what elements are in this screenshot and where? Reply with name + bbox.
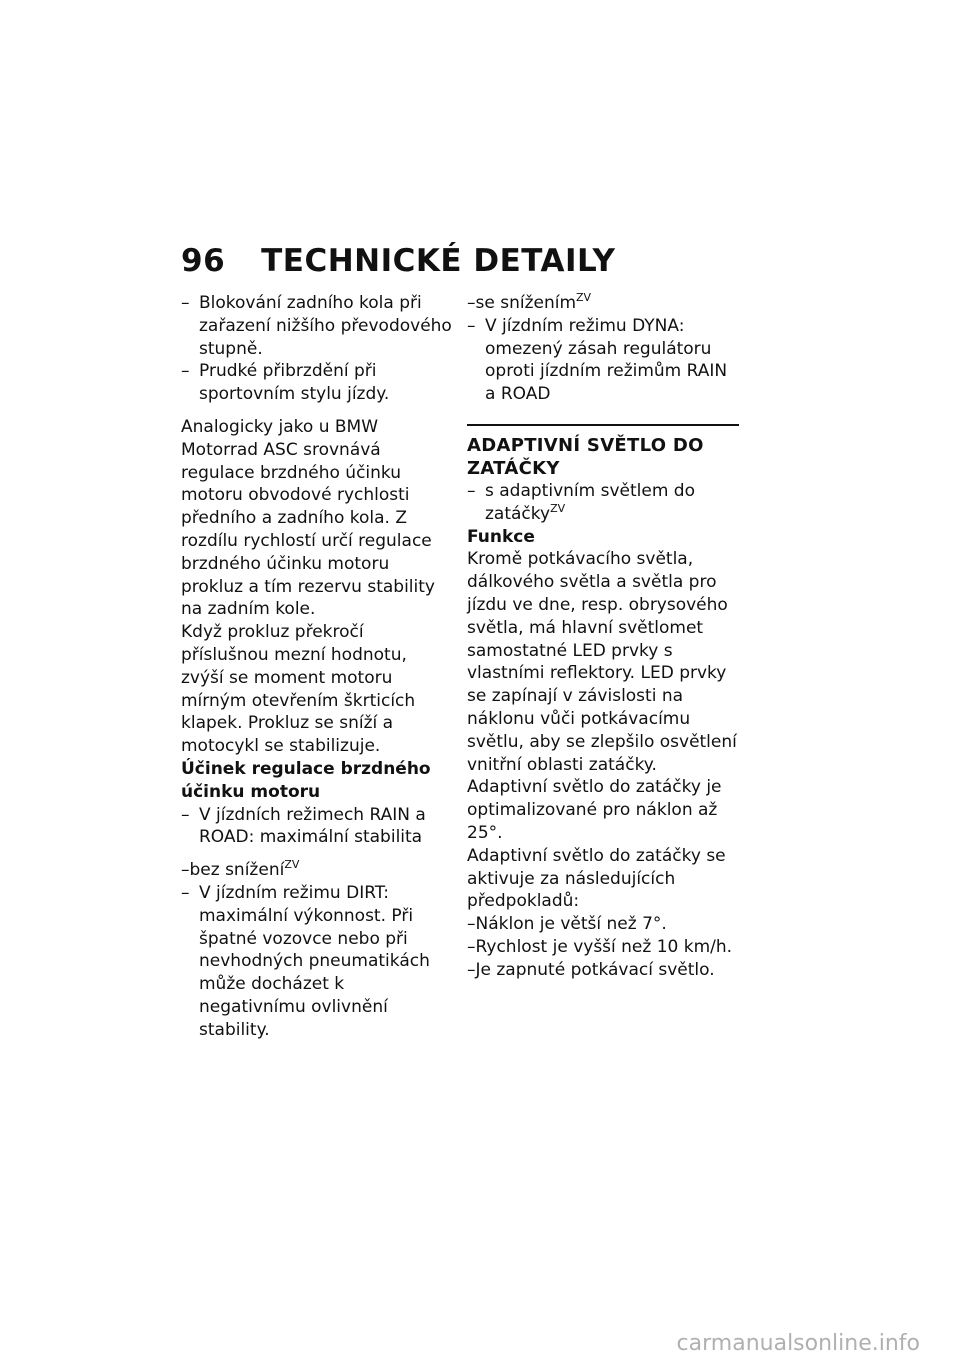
list-item: – V jízdních režimech RAIN a ROAD: maximální stabilita [181, 804, 426, 848]
list-item: –bez snížení$^{ZV}$ [181, 858, 300, 881]
list-item: –Rychlost je vyšší než 10 km/h. [467, 936, 733, 957]
zv-marker: ZV [284, 858, 300, 872]
list-item: – s adaptivním světlem do zatáčky$^{ZV}$ [467, 480, 695, 524]
list-item: –se snížením$^{ZV}$ [467, 291, 592, 313]
section-divider [467, 424, 739, 426]
list-item: –Náklon je větší než 7°. [467, 914, 667, 935]
list-item: – Blokování zadního kola při zařazení nižšího převodového stupně. [181, 293, 452, 359]
left-column [181, 292, 453, 1042]
page-header [181, 243, 615, 279]
subheading: Funkce [467, 526, 535, 547]
paragraph: Když prokluz překročí příslušnou mezní hodnotu, zvýší se moment motoru mírným otevřením škrticích klapek. Prokluz se sníží a motocykl se stabilizuje. [181, 622, 416, 757]
list-item: – V jízdním režimu DIRT: maximální výkonnost. Při špatné vozovce nebo při nevhodných pneumatikách může docházet k negativnímu ovlivnění stability. [181, 882, 430, 1040]
paragraph: Adaptivní světlo do zatáčky se aktivuje za následujících předpokladů: [467, 845, 726, 912]
list-item: –Je zapnuté potkávací světlo. [467, 959, 715, 980]
page-title: TECHNICKÉ DETAILY [261, 243, 616, 279]
paragraph: Kromě potkávacího světla, dálkového světla a světla pro jízdu ve dne, resp. obrysového světla, má hlavní světlomet samostatné LED prvky s vlastními reflektory. LED prvky se zapínají v závislosti na náklonu vůči potkávacímu světlu, aby se zlepšilo osvětlení vnitřní oblasti zatáčky. Adaptivní světlo do zatáčky je optimalizované pro náklon až 25°. [467, 549, 737, 843]
list-item: – Prudké přibrzdění při sportovním stylu jízdy. [181, 361, 390, 405]
list-item: – V jízdním režimu DYNA: omezený zásah regulátoru oproti jízdním režimům RAIN a ROAD [467, 315, 728, 405]
subheading: Účinek regulace brzdného účinku motoru [181, 758, 431, 802]
page-number: 96 [181, 243, 226, 279]
watermark: carmanualsonline.info [676, 1331, 920, 1356]
zv-marker: ZV [576, 291, 592, 304]
section-title: ADAPTIVNÍ SVĚTLO DO ZATÁČKY [467, 434, 704, 479]
right-column [467, 292, 739, 982]
zv-marker: ZV [550, 501, 566, 515]
paragraph: Analogicky jako u BMW Motorrad ASC srovnává regulace brzdného účinku motoru obvodové rychlosti předního a zadního kola. Z rozdílu rychlostí určí regulace brzdného účinku motoru prokluz a tím rezervu stability na zadním kole. [181, 416, 435, 620]
